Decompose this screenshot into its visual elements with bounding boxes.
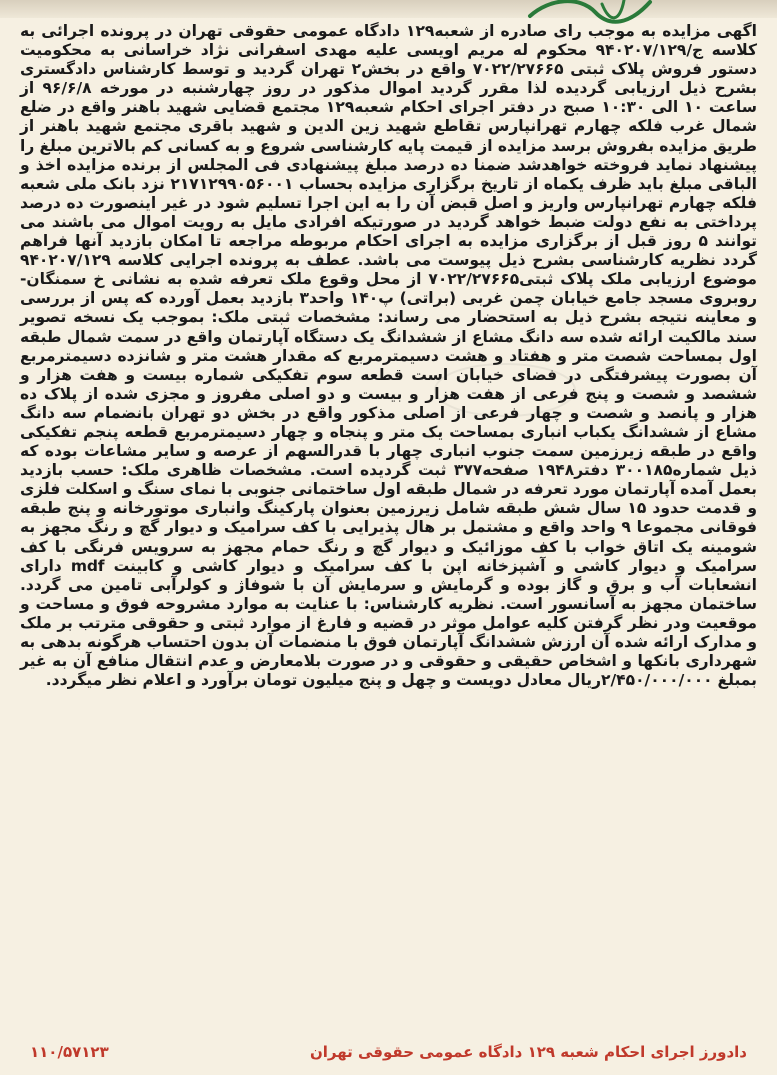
footer-code: ۱۱۰/۵۷۱۲۳ (30, 1043, 109, 1061)
footer-signature: دادورز اجرای احکام شعبه ۱۲۹ دادگاه عمومی حقوقی تهران (309, 1043, 747, 1061)
auction-notice (20, 22, 757, 690)
notice-footer (20, 1041, 757, 1065)
auction-notice-body: اگهی مزایده به موجب رای صادره از شعبه۱۲۹ دادگاه عمومی حقوقی تهران در پرونده اجرائی به کلاسه ج/۹۴۰۲۰۷/۱۲۹ محکوم له مریم اویسی علیه مهدی اسفرانی نژاد خراسانی به محکومیت دستور فروش پلاک ثبتی ۷۰۲۲/۲۷۶۶۵ واقع در بخش۲ تهران گردید و توسط کارشناس دادگستری بشرح ذیل ارزیابی گردیده لذا مقرر گردید اموال مذکور در روز چهارشنبه در مورخه ۹۶/۶/۸ از ساعت ۱۰ الی ۱۰:۳۰ صبح در دفتر اجرای احکام شعبه۱۲۹ مجتمع قضایی شهید باهنر واقع در ضلع شمال غرب فلکه چهارم تهرانپارس تقاطع شهید زین الدین و شهید باقری مجتمع شهید باهنر از طریق مزایده بفروش برسد مزایده از قیمت پایه کارشناسی شروع و به کسانی کم بالاترین مبلغ را پیشنهاد نماید فروخته خواهدشد ضمنا ده درصد مبلغ پیشنهادی فی المجلس از برنده مزایده اخذ و الباقی مبلغ باید ظرف یکماه از تاریخ برگزاری مزایده بحساب ۲۱۷۱۲۹۹۰۵۶۰۰۱ نزد بانک ملی شعبه فلکه چهارم تهرانپارس واریز و اصل قبض آن را به این اجرا تسلیم شود در غیر اینصورت ده درصد پرداختی به نفع دولت ضبط خواهد گردید در صورتیکه افرادی مایل به رویت اموال می باشند می توانند ۵ روز قبل از برگزاری مزایده به اجرای احکام مربوطه مراجعه تا امکان بازدید آنها فراهم گردد نظریه کارشناسی بشرح ذیل پیوست می باشد. عطف به پرونده اجرایی کلاسه ۹۴۰۲۰۷/۱۲۹ موضوع ارزیابی ملک پلاک ثبتی۷۰۲۲/۲۷۶۶۵ از محل وقوع ملک تعرفه شده به نشانی خ سمنگان- روبروی مسجد جامع خیابان چمن غربی (براتی) پ۱۴۰ واحد۳ بازدید بعمل آورده که پس از بررسی و معاینه نتیجه بشرح ذیل به استحضار می رساند: مشخصات ثبتی ملک: بموجب یک نسخه تصویر سند مالکیت ارائه شده سه دانگ مشاع از ششدانگ یک دستگاه آپارتمان واقع در سمت شمال طبقه اول بمساحت شصت متر و هفتاد و هشت دسیمترمربع که مقدار هشت متر و شانزده دسیمترمربع آن بصورت پیشرفتگی در فضای خیابان است قطعه سوم تفکیکی شماره بیست و هفت هزار و ششصد و شصت و پنج فرعی از هفت هزار و بیست و دو اصلی مفروز و مجزی شده از پلاک ده هزار و پانصد و شصت و چهار فرعی از اصلی مذکور واقع در بخش دو تهران بانضمام سه دانگ مشاع از ششدانگ یکباب انباری بمساحت یک متر و پنجاه و چهار دسیمترمربع قطعه پنجم تفکیکی واقع در طبقه زیرزمین سمت جنوب انباری چهار با قدرالسهم از عرصه و سایر مشاعات بوده که ذیل شماره۳۰۰۱۸۵ دفتر۱۹۴۸ صفحه۳۷۷ ثبت گردیده است. مشخصات ظاهری ملک: حسب بازدید بعمل آمده آپارتمان مورد تعرفه در شمال طبقه اول ساختمانی جنوبی با نمای سنگ و اسکلت فلزی و قدمت حدود ۱۵ سال شش طبقه شامل زیرزمین بعنوان پارکینگ وانباری موتورخانه و پنج طبقه فوقانی مجموعا ۹ واحد واقع و مشتمل بر هال پذیرایی با کف سرامیک و دیوار گچ و رنگ مجهز به شومینه یک اتاق خواب با کف موزائیک و دیوار گچ و رنگ حمام مجهز به سرویس فرنگی با کف سرامیک و دیوار کاشی و آشپزخانه اپن با کف سرامیک و دیوار کاشی و کابینت mdf دارای انشعابات آب و برق و گاز بوده و گرمایش و سرمایش آن با شوفاژ و کولرآبی تامین می گردد. ساختمان مجهز به آسانسور است. نظریه کارشناس: با عنایت به موارد مشروحه فوق و مساحت و موقعیت ودر نظر گرفتن کلیه عوامل موثر در قضیه و فارغ از موارد ثبتی و حقوقی مترتب بر ملک و مدارک ارائه شده آن ارزش ششدانگ آپارتمان فوق با منضمات آن بدون احتساب هرگونه بدهی به شهرداری بانکها و اشخاص حقیقی و حقوقی و در صورت بلامعارض و عدم انتقال منافع آن به غیر بمبلغ ۲/۴۵۰/۰۰۰/۰۰۰ریال معادل دویست و چهل و پنج میلیون تومان برآورد و اعلام نظر میگردد. (20, 22, 758, 690)
